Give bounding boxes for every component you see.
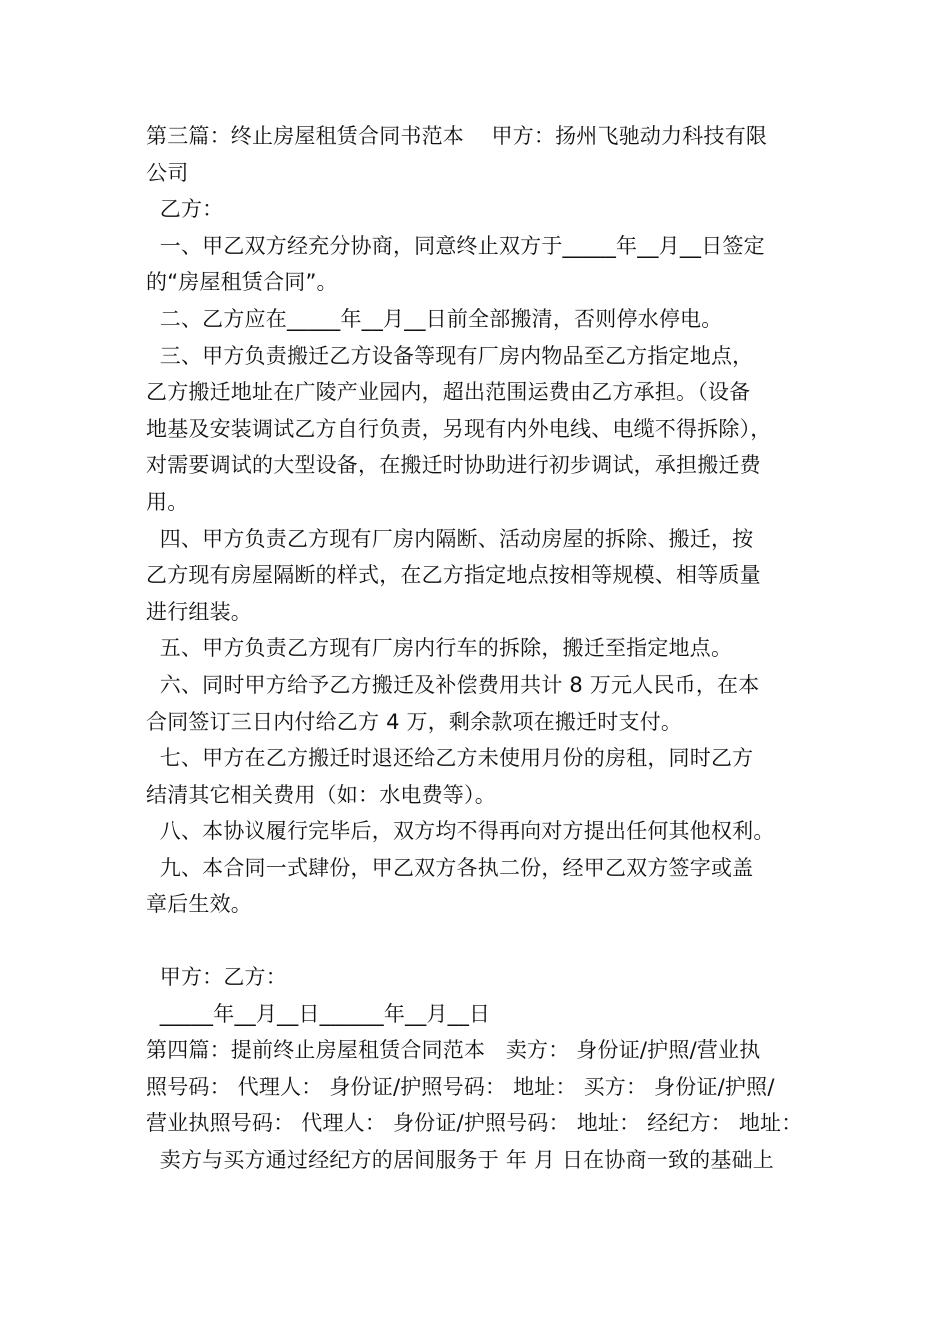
text-line: _____年__月__日______年__月__日 (146, 1001, 491, 1026)
text-line: 对需要调试的大型设备，在搬迁时协助进行初步调试，承担搬迁费 (146, 453, 761, 478)
text-line: 地基及安装调试乙方自行负责，另现有内外电线、电缆不得拆除）， (146, 416, 772, 441)
text-line: 照号码： 代理人： 身份证/护照号码： 地址： 买方： 身份证/护照/ (146, 1074, 775, 1099)
text-line: 四、甲方负责乙方现有厂房内隔断、活动房屋的拆除、搬迁，按 (146, 526, 754, 551)
text-line: 二、乙方应在_____年__月__日前全部搬清，否则停水停电。 (146, 306, 723, 331)
text-line: 一、甲乙双方经充分协商，同意终止双方于_____年__月__日签定 (146, 233, 765, 258)
text-line: 进行组装。 (146, 599, 252, 624)
text-line: 九、本合同一式肆份，甲乙双方各执二份，经甲乙双方签字或盖 (146, 855, 754, 880)
text-line: 乙方搬迁地址在广陵产业园内，超出范围运费由乙方承担。（设备 (146, 380, 751, 405)
text-line: 第三篇：终止房屋租赁合同书范本 甲方：扬州飞驰动力科技有限 (146, 124, 768, 148)
text-line: 合同签订三日内付给乙方 4 万，剩余款项在搬迁时支付。 (146, 709, 683, 734)
text-line: 三、甲方负责搬迁乙方设备等现有厂房内物品至乙方指定地点， (146, 343, 754, 368)
text-line: 第四篇：提前终止房屋租赁合同范本 卖方： 身份证/护照/营业执 (146, 1038, 761, 1063)
text-line: 乙方现有房屋隔断的样式，在乙方指定地点按相等规模、相等质量 (146, 563, 761, 588)
text-line: 结清其它相关费用（如：水电费等）。 (146, 782, 496, 807)
text-line: 八、本协议履行完毕后，双方均不得再向对方提出任何其他权利。 (146, 819, 775, 844)
text-line: 五、甲方负责乙方现有厂房内行车的拆除，搬迁至指定地点。 (146, 636, 733, 661)
text-line: 甲方：乙方： (146, 965, 287, 990)
text-line: 六、同时甲方给予乙方搬迁及补偿费用共计 8 万元人民币，在本 (146, 672, 760, 697)
text-line: 乙方： (146, 197, 224, 222)
text-line: 的“房屋租赁合同”。 (146, 270, 338, 295)
text-line: 卖方与买方通过经纪方的居间服务于 年 月 日在协商一致的基础上 (146, 1148, 774, 1173)
text-line: 章后生效。 (146, 892, 252, 917)
text-line: 用。 (146, 489, 189, 514)
text-line: 七、甲方在乙方搬迁时退还给乙方未使用月份的房租，同时乙方 (146, 746, 754, 771)
text-line: 营业执照号码： 代理人： 身份证/护照号码： 地址： 经纪方： 地址： (146, 1111, 803, 1136)
document-body (146, 118, 818, 1179)
blank-line (146, 923, 818, 959)
text-line: 公司 (146, 160, 189, 185)
